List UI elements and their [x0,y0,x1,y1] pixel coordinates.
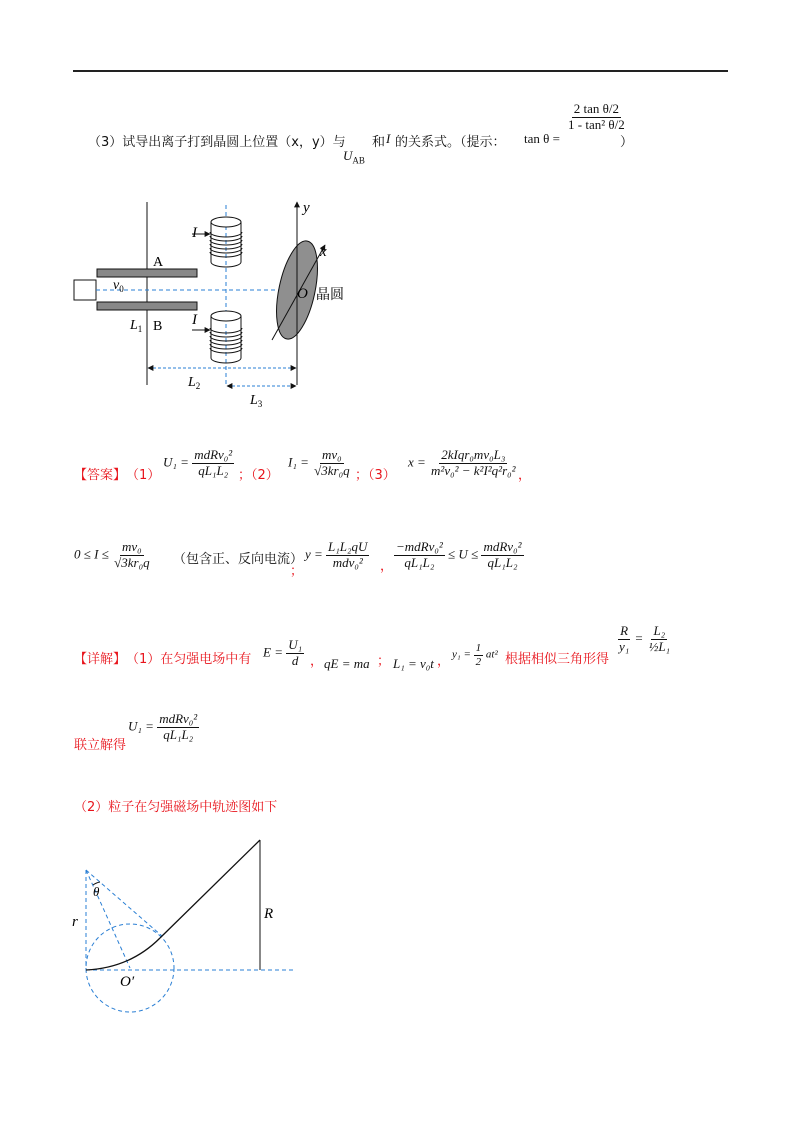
q3-close: ） [620,135,634,150]
detail-qe-formula: qE = ma [324,656,370,671]
trajectory-diagram [60,830,310,1030]
detail-part1-text: （1）在匀强电场中有 [126,652,252,667]
detail-l1-formula: L₁ = v₀t [393,656,434,671]
tan-identity-lhs: tan θ = [524,131,560,146]
answer-i1: I₁ = $\frac{\text{mv₀}}{\text{√3kr₀q}}$ [288,447,350,478]
answer-tag: 【答案】 [74,468,127,483]
detail-comma-1: ， [310,654,324,669]
label-R: R [264,906,274,922]
tangent-line [86,870,162,936]
answer-comma-2: ， [380,559,394,574]
detail-solve-text: 联立解得 [74,738,127,753]
answer-part1-label: （1） [126,468,161,483]
detail-y1-formula: y₁ = $\frac{1}{2}$ at² [452,642,498,668]
detail-ratio: $\frac{R}{\text{y₁}}$ = $\frac{\text{L₂}}{\text{½L₁}}$ [619,623,671,654]
ion-source-box [74,280,96,300]
label-wafer: 晶圆 [316,288,344,303]
answer-i-range: 0 ≤ I ≤ $\frac{\text{mv₀}}{\text{√3kr₀q}}$ [74,539,150,570]
q3-prefix: （3）试导出离子打到晶圆上位置（x，y）与 [88,135,346,150]
detail-comma-2: ， [437,654,451,669]
label-r: r [72,914,78,930]
label-a: A [153,255,164,270]
bottom-coil [192,311,242,363]
plate-b [97,302,197,310]
answer-y: y = $\frac{\text{L₁L₂qU}}{\text{mdv₀²}}$ [305,539,368,570]
answer-i-range-note: （包含正、反向电流） [173,552,304,567]
label-theta: θ [93,884,100,899]
apparatus-diagram [60,190,390,420]
answer-semicolon: ； [290,564,304,579]
label-y: y [303,200,310,216]
detail-similar-text: 根据相似三角形得 [505,652,610,667]
answer-part3-label: ；（3） [355,468,396,483]
q3-suffix: 的关系式。（提示： [395,135,506,150]
tan-identity-fraction: $\frac{\text{2 tan θ/2}}{\text{1 - tan² θ/2}}$ [568,101,625,132]
answer-u-range: $\frac{\text{−mdRv₀²}}{\text{qL₁L₂}}$ ≤ U ≤ $\frac{\text{mdRv₀²}}{\text{qL₁L₂}}$ [396,539,522,570]
trajectory-straight [160,840,260,938]
label-o-prime: O′ [120,974,135,990]
label-l2: $L_2$ [188,375,201,391]
plate-a [97,269,197,277]
label-l1: $L_1$ [130,318,143,334]
q3-i: I [386,131,391,146]
trajectory-arc [86,938,160,970]
answer-x: x = $\frac{\text{2kIqr₀mv₀L₃}}{\text{m²v₀² − k²I²q²r₀²}}$ [408,447,516,478]
answer-comma: ， [518,468,532,483]
detail-e-formula: E = $\frac{\text{U₁}}{d}$ [263,637,303,668]
detail-tag: 【详解】 [74,652,127,667]
label-x: x [320,244,327,260]
label-i-bottom: I [192,312,197,328]
header-rule [73,70,728,72]
top-coil [192,217,242,267]
answer-u1: U₁ = $\frac{\text{mdRv₀²}}{\text{qL₁L₂}}$ [163,447,233,478]
detail-u1-result: U₁ = $\frac{\text{mdRv₀²}}{\text{qL₁L₂}}$ [128,711,198,742]
label-l3: $L_3$ [250,393,263,409]
detail-semicolon: ； [377,654,391,669]
label-i-top: I [192,225,197,241]
answer-part2-label: ；（2） [238,468,279,483]
label-b: B [153,319,163,334]
q3-mid: 和 [372,135,386,150]
detail-part2-text: （2）粒子在匀强磁场中轨迹图如下 [74,800,278,815]
q3-uab: $U_{AB}$ [343,148,365,166]
label-v0: $v_0$ [113,278,124,294]
label-o: O [297,286,308,302]
